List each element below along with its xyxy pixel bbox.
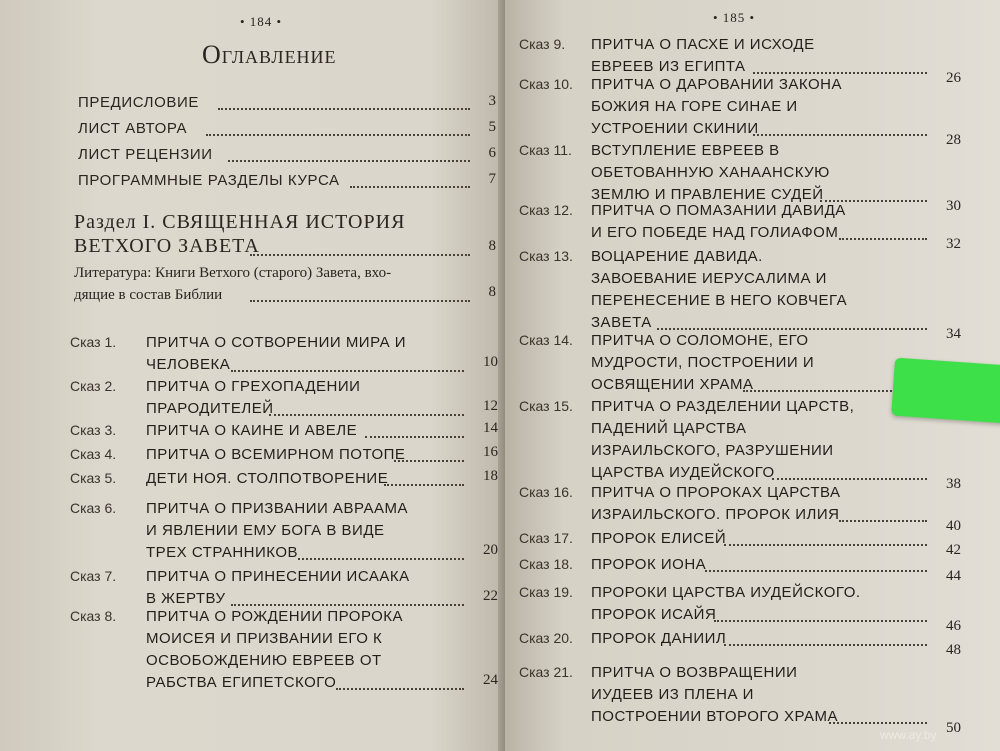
toc-page: 7 (488, 171, 496, 187)
tale-title (146, 498, 408, 564)
section-heading-line: ВЕТХОГО ЗАВЕТА (74, 235, 260, 257)
tale-title-line: ПРОРОК ДАНИИЛ (591, 630, 727, 647)
leader-dots (705, 570, 927, 572)
tale-title (146, 444, 405, 466)
leader-dots (365, 436, 464, 438)
leader-dots (772, 478, 927, 480)
toc-page: 20 (483, 542, 498, 558)
tale-title-line: ПРОРОК ЕЛИСЕЙ (591, 530, 727, 547)
tale-number: Сказ 12. (519, 202, 573, 218)
toc-page: 30 (946, 198, 961, 214)
toc-page: 16 (483, 444, 498, 460)
leader-dots (829, 722, 927, 724)
toc-page: 12 (483, 398, 498, 414)
toc-page: 8 (488, 284, 496, 300)
tale-title-line: ТРЕХ СТРАННИКОВ (146, 544, 299, 561)
leader-dots (384, 484, 464, 486)
toc-entry-preface: ПРЕДИСЛОВИЕ (78, 94, 199, 111)
tale-title (146, 468, 388, 490)
toc-page: 24 (483, 672, 498, 688)
leader-dots (218, 108, 470, 110)
leader-dots (839, 520, 927, 522)
tale-title-line: ПОСТРОЕНИИ ВТОРОГО ХРАМА (591, 708, 838, 725)
tale-title-line: И ЯВЛЕНИИ ЕМУ БОГА В ВИДЕ (146, 522, 385, 539)
tale-title-line: ПРИТЧА О ПРИЗВАНИИ АВРААМА (146, 500, 408, 517)
tale-number: Сказ 18. (519, 556, 573, 572)
tale-title-line: ПРОРОК ИОНА (591, 556, 707, 573)
tale-title-line: МУДРОСТИ, ПОСТРОЕНИИ И (591, 354, 815, 371)
leader-dots (839, 238, 927, 240)
tale-title (591, 140, 830, 206)
tale-title (591, 662, 838, 728)
toc-entry-author: ЛИСТ АВТОРА (78, 120, 188, 137)
tale-title-line: ВСТУПЛЕНИЕ ЕВРЕЕВ В (591, 142, 780, 159)
tale-title (591, 628, 726, 650)
watermark: www.ay.by (880, 728, 937, 742)
tale-title-line: ЦАРСТВА ИУДЕЙСКОГО (591, 464, 775, 481)
tale-title-line: РАБСТВА ЕГИПЕТСКОГО (146, 674, 337, 691)
toc-page: 6 (488, 145, 496, 161)
toc-page: 32 (946, 236, 961, 252)
tale-number: Сказ 15. (519, 398, 573, 414)
tale-number: Сказ 3. (70, 422, 117, 438)
tale-title (591, 200, 846, 244)
tale-title-line: ПРИТЧА О ПАСХЕ И ИСХОДЕ (591, 36, 815, 53)
toc-page: 26 (946, 70, 961, 86)
page-number: • 185 • (713, 10, 756, 25)
tale-title-line: ПРИТЧА О ВОЗВРАЩЕНИИ (591, 664, 798, 681)
tale-number: Сказ 13. (519, 248, 573, 264)
tale-number: Сказ 6. (70, 500, 117, 516)
leader-dots (250, 254, 470, 256)
leader-dots (724, 544, 927, 546)
tale-title (591, 396, 854, 484)
toc-page: 38 (946, 476, 961, 492)
toc-page: 34 (946, 326, 961, 342)
tale-title-line: ПРИТЧА О ВСЕМИРНОМ ПОТОПЕ (146, 446, 406, 463)
tale-number: Сказ 9. (519, 36, 566, 52)
tale-title (146, 606, 403, 694)
tale-title-line: ДЕТИ НОЯ. СТОЛПОТВОРЕНИЕ (146, 470, 389, 487)
toc-page: 14 (483, 420, 498, 436)
toc-page: 44 (946, 568, 961, 584)
tale-title-line: ИЗРАИЛЬСКОГО, РАЗРУШЕНИИ (591, 442, 834, 459)
tale-title-line: ОСВЯЩЕНИИ ХРАМА (591, 376, 754, 393)
tale-title-line: ПРИТЧА О ПРИНЕСЕНИИ ИСААКА (146, 568, 410, 585)
tale-title (591, 482, 841, 526)
tale-title (591, 74, 842, 140)
tale-number: Сказ 20. (519, 630, 573, 646)
tale-title-line: МОИСЕЯ И ПРИЗВАНИИ ЕГО К (146, 630, 383, 647)
tale-title-line: ПРИТЧА О РОЖДЕНИИ ПРОРОКА (146, 608, 404, 625)
literature-line: дящие в состав Библии (74, 287, 223, 303)
tale-title-line: ЧЕЛОВЕКА (146, 356, 231, 373)
toc-page: 50 (946, 720, 961, 736)
tale-number: Сказ 7. (70, 568, 117, 584)
tale-title-line: ПАДЕНИЙ ЦАРСТВА (591, 420, 747, 437)
tale-title-line: ПЕРЕНЕСЕНИЕ В НЕГО КОВЧЕГА (591, 292, 848, 309)
toc-page: 3 (488, 93, 496, 109)
tale-number: Сказ 4. (70, 446, 117, 462)
tale-number: Сказ 10. (519, 76, 573, 92)
leader-dots (753, 134, 927, 136)
toc-entry-program: ПРОГРАММНЫЕ РАЗДЕЛЫ КУРСА (78, 172, 340, 189)
section-heading (74, 210, 405, 258)
tale-title-line: ПРИТЧА О СОЛОМОНЕ, ЕГО (591, 332, 809, 349)
tale-number: Сказ 5. (70, 470, 117, 486)
toc-page: 8 (488, 238, 496, 254)
toc-entry-review: ЛИСТ РЕЦЕНЗИИ (78, 146, 213, 163)
toc-page: 40 (946, 518, 961, 534)
leader-dots (298, 558, 464, 560)
tale-title-line: ЗЕМЛЮ И ПРАВЛЕНИЕ СУДЕЙ (591, 186, 824, 203)
tale-number: Сказ 16. (519, 484, 573, 500)
toc-page: 10 (483, 354, 498, 370)
leader-dots (231, 370, 464, 372)
tale-title (591, 528, 726, 550)
tale-title-line: ПРОРОКИ ЦАРСТВА ИУДЕЙСКОГО. (591, 584, 861, 601)
tale-number: Сказ 11. (519, 142, 572, 158)
toc-page: 22 (483, 588, 498, 604)
leader-dots (250, 300, 470, 302)
page-title: Оглавление (202, 40, 337, 69)
leader-dots (724, 644, 927, 646)
toc-page: 42 (946, 542, 961, 558)
page-number: • 184 • (240, 14, 283, 29)
leader-dots (228, 160, 470, 162)
literature-line: Литература: Книги Ветхого (старого) Завета, вхо- (74, 265, 392, 281)
leader-dots (714, 620, 927, 622)
section-heading-line: Раздел I. СВЯЩЕННАЯ ИСТОРИЯ (74, 211, 406, 233)
tale-number: Сказ 19. (519, 584, 573, 600)
tale-title-line: ИЗРАИЛЬСКОГО. ПРОРОК ИЛИЯ (591, 506, 840, 523)
tale-number: Сказ 2. (70, 378, 117, 394)
tale-title (591, 246, 847, 334)
tale-title-line: ВОЦАРЕНИЕ ДАВИДА. (591, 248, 763, 265)
green-bookmark-tab (891, 358, 1000, 425)
tale-title (591, 330, 814, 396)
toc-page: 48 (946, 642, 961, 658)
leader-dots (336, 688, 464, 690)
tale-title-line: ПРИТЧА О КАИНЕ И АВЕЛЕ (146, 422, 358, 439)
toc-page: 28 (946, 132, 961, 148)
tale-title-line: ПРИТЧА О ГРЕХОПАДЕНИИ (146, 378, 361, 395)
tale-title (146, 420, 357, 442)
tale-title-line: ОСВОБОЖДЕНИЮ ЕВРЕЕВ ОТ (146, 652, 382, 669)
leader-dots (206, 134, 470, 136)
tale-title-line: ЗАВЕТА (591, 314, 652, 331)
tale-title-line: В ЖЕРТВУ (146, 590, 226, 607)
tale-title-line: ПРИТЧА О ПРОРОКАХ ЦАРСТВА (591, 484, 841, 501)
tale-title-line: И ЕГО ПОБЕДЕ НАД ГОЛИАФОМ (591, 224, 839, 241)
tale-title (591, 554, 706, 576)
tale-title-line: ЗАВОЕВАНИЕ ИЕРУСАЛИМА И (591, 270, 827, 287)
tale-title-line: ПРИТЧА О ДАРОВАНИИ ЗАКОНА (591, 76, 842, 93)
tale-number: Сказ 21. (519, 664, 573, 680)
tale-title-line: ПРИТЧА О ПОМАЗАНИИ ДАВИДА (591, 202, 846, 219)
tale-number: Сказ 1. (70, 334, 117, 350)
tale-number: Сказ 14. (519, 332, 573, 348)
leader-dots (394, 460, 464, 462)
tale-title-line: ПРОРОК ИСАЙЯ (591, 606, 717, 623)
toc-page: 18 (483, 468, 498, 484)
toc-page: 5 (488, 119, 496, 135)
leader-dots (269, 414, 464, 416)
tale-number: Сказ 17. (519, 530, 573, 546)
tale-title-line: УСТРОЕНИИ СКИНИИ (591, 120, 759, 137)
tale-title-line: БОЖИЯ НА ГОРЕ СИНАЕ И (591, 98, 798, 115)
tale-title-line: ПРАРОДИТЕЛЕЙ (146, 400, 274, 417)
toc-page: 46 (946, 618, 961, 634)
tale-title-line: ЕВРЕЕВ ИЗ ЕГИПТА (591, 58, 746, 75)
tale-title-line: ОБЕТОВАННУЮ ХАНААНСКУЮ (591, 164, 830, 181)
leader-dots (350, 186, 470, 188)
tale-title-line: ПРИТЧА О РАЗДЕЛЕНИИ ЦАРСТВ, (591, 398, 855, 415)
tale-number: Сказ 8. (70, 608, 117, 624)
tale-title-line: ПРИТЧА О СОТВОРЕНИИ МИРА И (146, 334, 407, 351)
tale-title-line: ИУДЕЕВ ИЗ ПЛЕНА И (591, 686, 754, 703)
